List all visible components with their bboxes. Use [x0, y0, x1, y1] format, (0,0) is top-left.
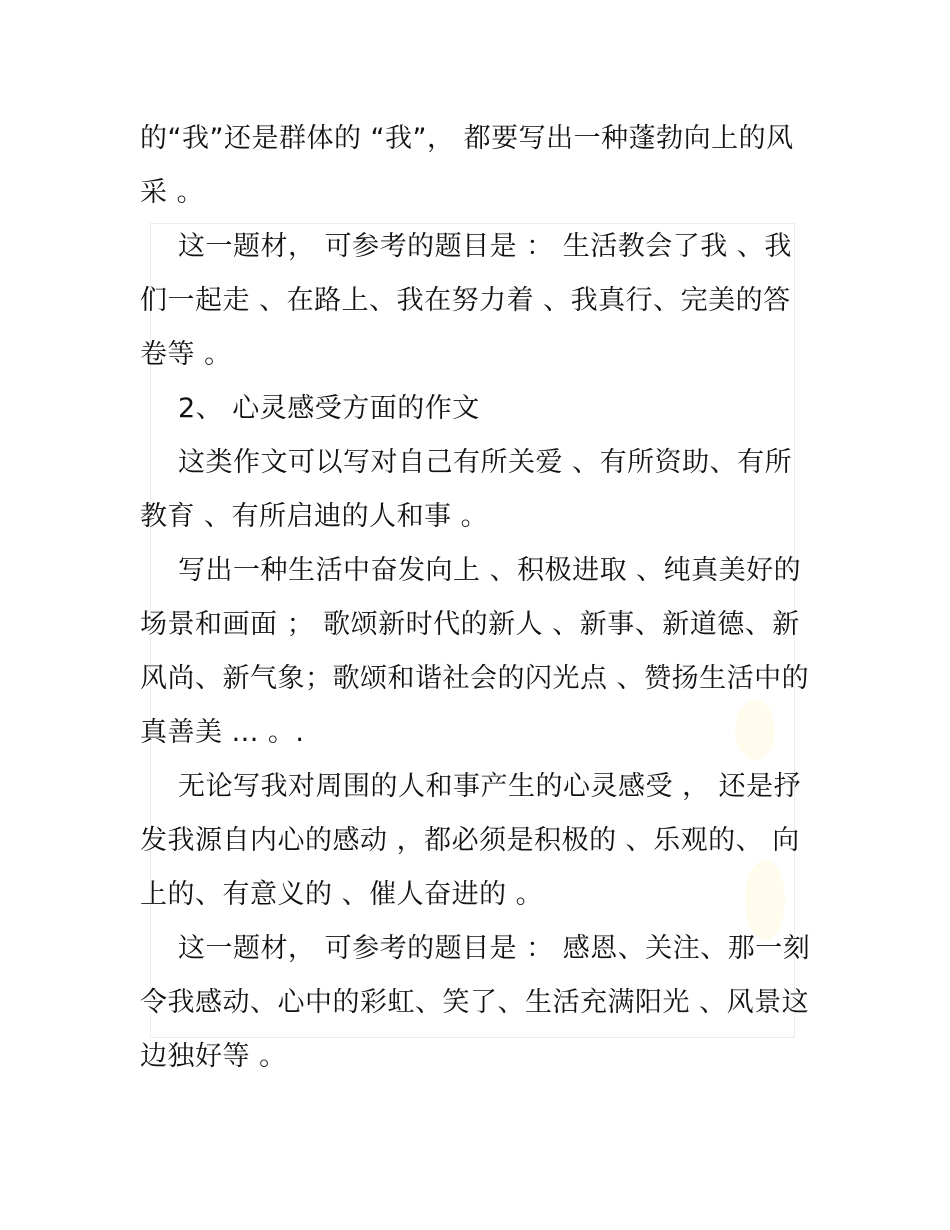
paragraph-4: 写出一种生活中奋发向上 、积极进取 、纯真美好的场景和画面 ； 歌颂新时代的新人 、新事、新道德、新风尚、新气象；歌颂和谐社会的闪光点 、赞扬生活中的真善美 ... 。.: [140, 555, 810, 748]
paragraph-6: 这一题材， 可参考的题目是 ： 感恩、关注、那一刻令我感动、心中的彩虹、笑了、生活充满阳光 、风景这边独好等 。: [140, 933, 811, 1072]
paragraph-2: 这一题材， 可参考的题目是 ： 生活教会了我 、我们一起走 、在路上、我在努力着 、我真行、完美的答卷等 。: [140, 231, 792, 370]
paragraph-5: 无论写我对周围的人和事产生的心灵感受 ， 还是抒发我源自内心的感动 ，都必须是积极的 、乐观的、 向上的、有意义的 、催人奋进的 。: [140, 771, 802, 910]
paragraph-3: 这类作文可以写对自己有所关爱 、有所资助、有所教育 、有所启迪的人和事 。: [140, 447, 793, 532]
paragraph-1: 的“我”还是群体的 “我”， 都要写出一种蓬勃向上的风采 。: [140, 123, 794, 208]
section-heading: 2、 心灵感受方面的作文: [178, 393, 480, 424]
document-body: [140, 112, 812, 1084]
